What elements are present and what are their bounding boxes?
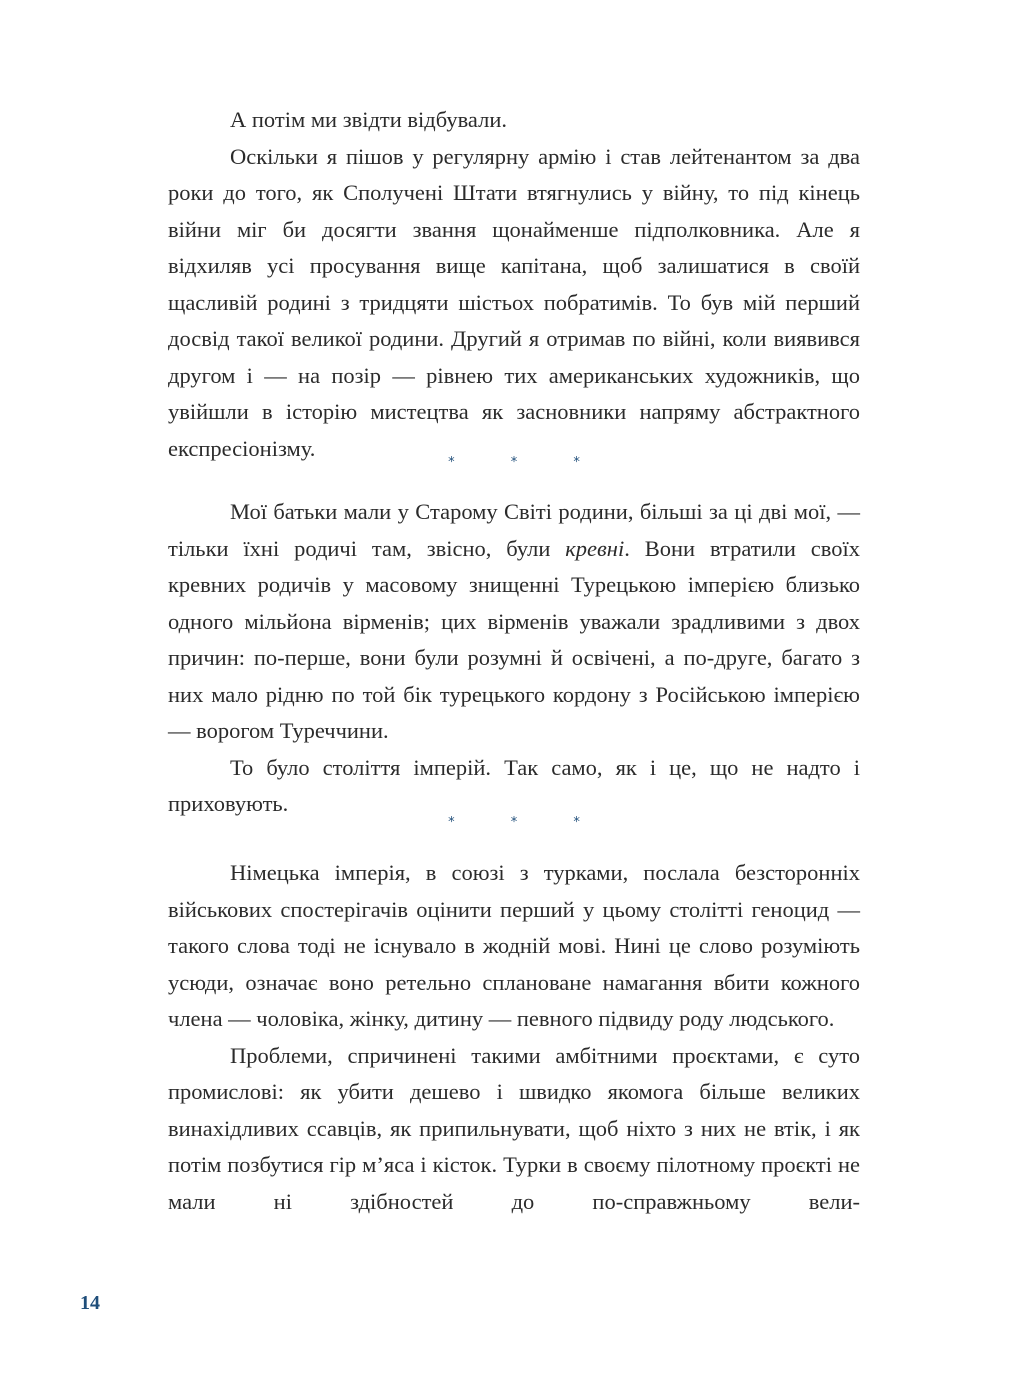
italic-word: кревні — [565, 535, 625, 561]
paragraph — [168, 494, 860, 750]
section-3 — [168, 855, 860, 1220]
paragraph-text: Мої батьки мали у Старому Світі родини, більші за ці дві мої, — тільки їхні родичі там, звісно, були — [168, 499, 860, 561]
asterism: * * * — [448, 455, 606, 470]
paragraph: Проблеми, спричинені такими амбітними проєктами, є суто промислові: як убити дешево і швидко якомога більше великих винахідливих ссавців, як припильнувати, щоб ніхто з них не втік, і як потім позбутися гір м’яса і кісток. Турки в своєму пілотному проєкті не мали ні здібностей до по-справжньому вели- — [168, 1042, 860, 1214]
paragraph-text: . Вони втратили своїх кревних родичів у масовому знищенні Турецькою імперією близько одного мільйона вірменів; цих вірменів уважали зрадливими з двох причин: по-перше, вони були розумні й освічені, а по-друге, багато з них мало рідню по той бік турецького кордону з Російською імперією — ворогом Туреччини. — [168, 535, 860, 743]
asterism: * * * — [448, 815, 606, 830]
section-separator — [168, 453, 860, 473]
section-2 — [168, 494, 860, 823]
section-1 — [168, 102, 860, 467]
paragraph: То було століття імперій. Так само, як і це, що не надто і приховують. — [168, 754, 860, 816]
paragraph: Німецька імперія, в союзі з турками, послала безсторонніх військових спостерігачів оцінити перший у цьому столітті геноцид — такого слова тоді не існувало в жодній мові. Нині це слово розуміють усюди, означає воно ретельно сплановане намагання вбити кожного члена — чоловіка, жінку, дитину — певного підвиду роду людського. — [168, 860, 860, 1031]
paragraph: А потім ми звідти відбували. — [230, 107, 507, 132]
section-separator — [168, 813, 860, 833]
page-number: 14 — [80, 1292, 100, 1314]
paragraph: Оскільки я пішов у регулярну армію і став лейтенантом за два роки до того, як Сполучені Штати втягнулись у війну, то під кінець війни міг би досягти звання щонайменше підполковника. Але я відхиляв усі просування вище капітана, щоб залишатися в своїй щасливій родині з тридцяти шістьох побратимів. То був мій перший досвід такої великої родини. Другий я отримав по війні, коли виявився другом і — на позір — рівнею тих американських художників, що увійшли в історію мистецтва як засновники напряму абстрактного експресіонізму. — [168, 143, 860, 461]
